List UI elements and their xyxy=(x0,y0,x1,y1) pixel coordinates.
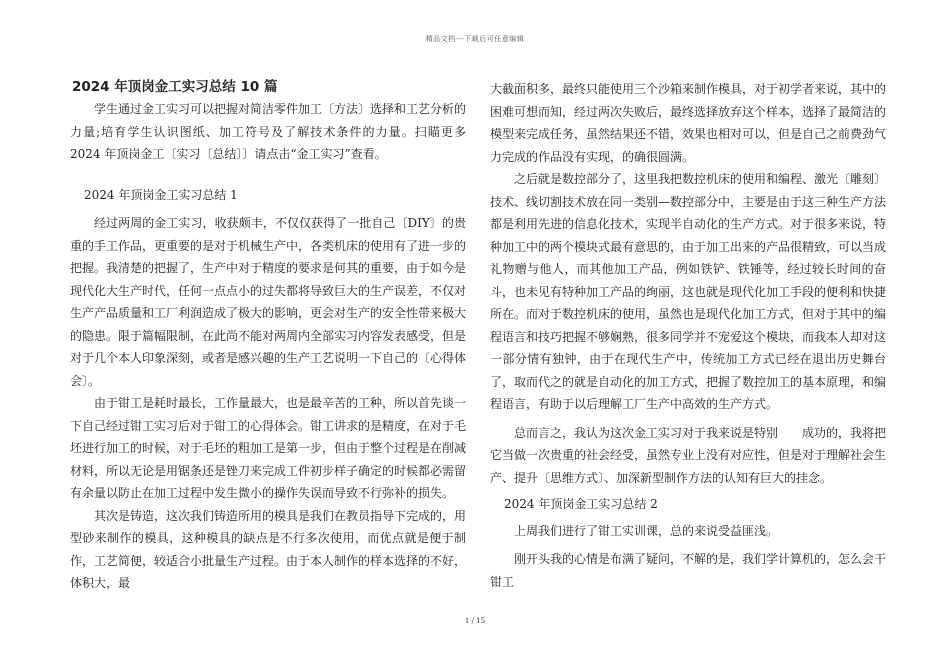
document-title: 2024 年顶岗金工实习总结 10 篇 xyxy=(72,79,278,95)
paragraph-8: 刚开头我的心情是布满了疑问，不解的是，我们学计算机的，怎么会干钳工 xyxy=(490,552,887,589)
paragraph-3: 其次是铸造，这次我们铸造所用的模具是我们在教员指导下完成的，用型砂来制作的模具，这种模具的缺点是不行多次使用，而优点就是便于制作，工艺简便，较适合小批量生产过程。由于本人制作的样本选择的不好，体积大，最 xyxy=(70,508,467,590)
page-number: 1 / 15 xyxy=(464,617,486,625)
intro-paragraph: 学生通过金工实习可以把握对简洁零件加工〔方法〕选择和工艺分析的力量;培育学生认识图纸、加工符号及了解技术条件的力量。扫瞄更多 2024 年顶岗金工〔实习〔总结〕〕请点击“金工实习”查看。 xyxy=(70,102,467,161)
paragraph-4: 大截面积多，最终只能使用三个沙箱来制作模具，对于初学者来说，其中的困难可想而知，经过两次失败后，最终选择放弃这个样本，选择了最简洁的模型来完成任务，虽然结果还不错，效果也相对可以，但是自己之前费劲气力完成的作品没有实现，的确很圆满。 xyxy=(490,82,887,164)
paragraph-2: 由于钳工是耗时最长，工作量最大，也是最辛苦的工种，所以首先谈一下自己经过钳工实习后对于钳工的心得体会。钳工讲求的是精度，在对于毛坯进行加工的时候，对于毛坯的粗加工是第一步，但由于整个过程是在削减材料，所以无论是用锯条还是锉刀来完成工件初步样子确定的时候都必需留有余量以防止在加工过程中发生微小的操作失误而导致不行弥补的损失。 xyxy=(70,396,467,500)
paragraph-6: 总而言之，我认为这次金工实习对于我来说是特别 成功的，我将把它当做一次贵重的社会经受，虽然专业上没有对应性，但是对于理解社会生产、提升〔思维方式〕、加深新型制作方法的认知有巨大的挂念。 xyxy=(490,425,887,485)
right-column xyxy=(490,78,886,593)
paragraph-7: 上周我们进行了钳工实训课，总的来说受益匪浅。 xyxy=(514,523,779,538)
paragraph-1: 经过两周的金工实习，收获颇丰，不仅仅获得了一批自己〔DIY〕的贵重的手工作品，更重要的是对于机械生产中，各类机床的使用有了进一步的把握。我清楚的把握了，生产中对于精度的要求是何其的重要，由于如今是现代化大生产时代，任何一点点小的过失都将导致巨大的生产误差，不仅对生产产品质量和工厂利润造成了极大的影响，更会对生产的安全性带来极大的隐患。限于篇幅限制，在此尚不能对两周内全部实习内容发表感受，但是对于几个本人印象深刻，或者是感兴趣的生产工艺说明一下自己的〔心得体会〕。 xyxy=(70,216,467,388)
left-column xyxy=(70,78,466,595)
section-heading-1: 2024 年顶岗金工实习总结 1 xyxy=(84,187,238,202)
header-note: 精品文档---下载后可任意编辑 xyxy=(425,35,525,43)
paragraph-5: 之后就是数控部分了，这里我把数控机床的使用和编程、激光〔雕刻〕技术、线切割技术放在同一类别—数控部分中，主要是由于这三种生产方法都是利用先进的信息化技术，实现半自动化的生产方式。对于很多来说，特种加工中的两个模块式最有意思的，由于加工出来的产品很精致，可以当成礼物赠与他人，而其他加工产品，例如铁铲、铁锤等，经过较长时间的奋斗，也未见有特种加工产品的绚丽，这也就是现代化加工手段的便利和快捷所在。而对于数控机床的使用，虽然也是现代化加工方式，但对于其中的编程语言和技巧把握不够娴熟，很多同学并不宠爱这个模块，而我本人却对这一部分情有独钟，由于在现代生产中，传统加工方式已经在退出历史舞台了，取而代之的就是自动化的加工方式，把握了数控加工的基本原理，和编程语言，有助于以后理解工厂生产中高效的生产方式。 xyxy=(490,172,887,411)
section-heading-2: 2024 年顶岗金工实习总结 2 xyxy=(504,497,658,511)
